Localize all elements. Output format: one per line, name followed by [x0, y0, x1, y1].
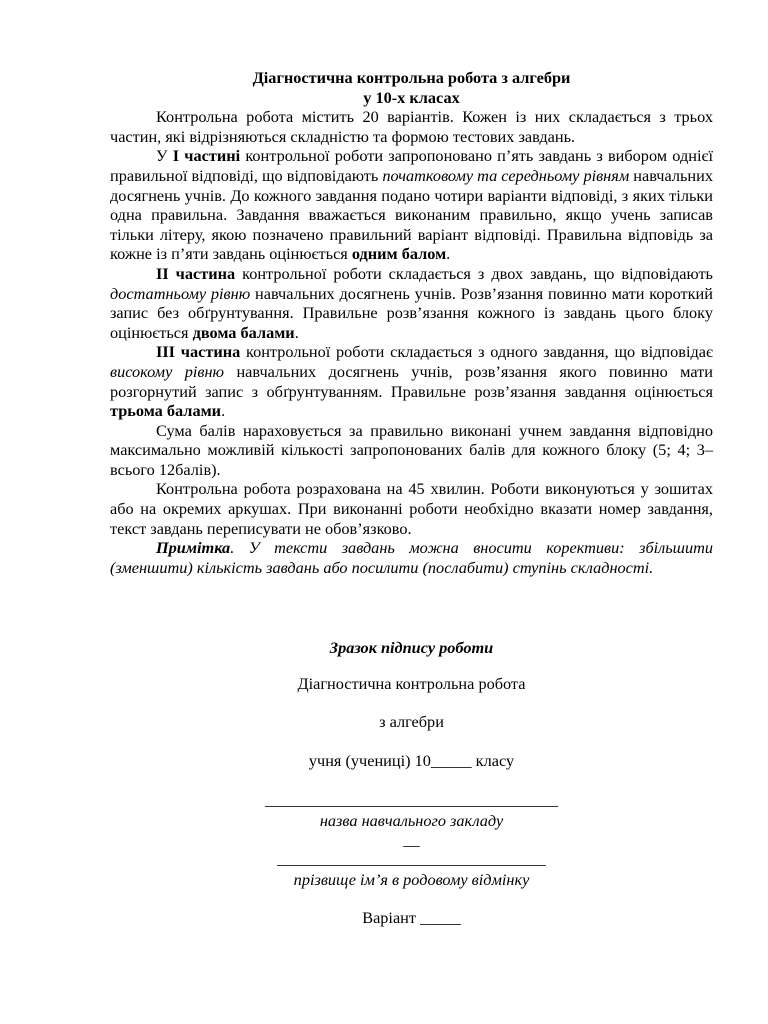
sample-name-label: прізвище ім’я в родовому відмінку — [293, 870, 530, 889]
score-phrase: трьома балами — [110, 401, 222, 421]
level-phrase: високому рівню — [110, 361, 225, 381]
text-fragment: У — [156, 146, 173, 166]
paragraph-intro: Контрольна робота містить 20 варіантів. Кожен із них складається з трьох частин, які відрізняються складністю та формою тестових завдань. — [110, 107, 713, 146]
sample-line-title: Діагностична контрольна робота — [297, 674, 526, 693]
part1-label: І частині — [172, 146, 241, 166]
part2-label: ІІ частина — [156, 263, 236, 283]
note-text: . У тексти завдань можна вносити корективи: збільшити (зменшити) кількість завдань або посилити (послабити) ступінь складності. — [110, 538, 713, 577]
document-body — [110, 68, 713, 577]
text-fragment: контрольної роботи складається з одного завдання, що відповідає — [240, 342, 713, 362]
sample-line-subject: з алгебри — [379, 712, 444, 731]
sample-heading: Зразок підпису роботи — [329, 638, 494, 657]
sample-variant: Варіант _____ — [362, 908, 461, 927]
paragraph-duration: Контрольна робота розрахована на 45 хвилин. Роботи виконуються у зошитах або на окремих аркушах. При виконанні роботи необхідно вказати номер завдання, текст завдань переписувати не обов’язково. — [110, 479, 713, 538]
level-phrase: достатньому рівню — [110, 283, 251, 303]
score-phrase: одним балом — [351, 244, 447, 264]
sample-school-blank: ____________________________________ — [264, 790, 559, 809]
document-title-line1: Діагностична контрольна робота з алгебри — [252, 68, 571, 87]
text-fragment: навчальних досягнень учнів. Розв’язання повинно мати короткий запис без обґрунтування. Правильне розв’язання кожного із завдань цього блоку оцінюється — [110, 283, 713, 342]
text-fragment: контрольної роботи запропоновано п’ять завдань з вибором однієї правильної відповіді, що відповідають — [110, 146, 713, 185]
paragraph-note — [110, 538, 713, 577]
level-phrase: початковому та середньому рівням — [382, 165, 630, 185]
paragraph-total-score: Сума балів нараховується за правильно виконані учнем завдання відповідно максимально можливій кількості запропонованих балів для кожного блоку (5; 4; 3–всього 12балів). — [110, 420, 713, 479]
text-fragment: навчальних досягнень учнів, розв’язання якого повинно мати розгорнутий запис з обґрунтуванням. Правильне розв’язання завдання оцінюється — [110, 361, 713, 401]
text-fragment: навчальних досягнень учнів. До кожного завдання подано чотири варіанти відповіді, з яких тільки одна правильна. Завдання вважається виконаним правильно, якщо учень записав тільки літеру, якою позначено правильний варіант відповіді. Правильна відповідь за кожне із п’яти завдань оцінюється — [110, 165, 713, 264]
sample-line-student: учня (учениці) 10_____ класу — [308, 751, 515, 770]
paragraph-part2 — [110, 264, 713, 342]
note-label: Примітка — [156, 538, 231, 558]
sample-name-blank: _________________________________ — [277, 849, 546, 868]
document-title-line2: у 10-х класах — [363, 87, 460, 107]
text-fragment: . — [221, 401, 226, 421]
paragraph-part3 — [110, 342, 713, 420]
sample-school-label: назва навчального закладу — [319, 811, 504, 830]
sample-dash: __ — [403, 830, 420, 849]
score-phrase: двома балами — [192, 322, 295, 342]
text-fragment: контрольної роботи складається з двох завдань, що відповідають — [235, 263, 713, 283]
text-fragment: . — [446, 244, 451, 264]
paragraph-part1 — [110, 146, 713, 264]
part3-label: ІІІ частина — [156, 342, 241, 362]
text-fragment: . — [294, 322, 299, 342]
